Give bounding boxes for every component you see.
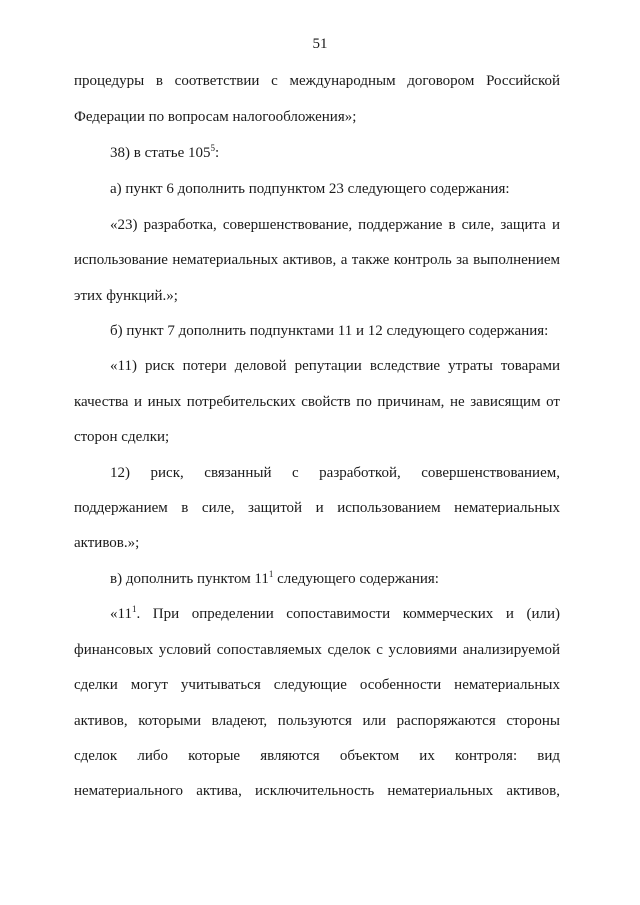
line-text: б) пункт 7 дополнить подпунктами 11 и 12 следующего содержания: bbox=[110, 323, 549, 339]
superscript: 5 bbox=[210, 143, 216, 153]
text-line bbox=[74, 393, 560, 411]
text-line bbox=[74, 782, 560, 800]
text-line bbox=[110, 216, 560, 234]
line-text: «23) разработка, совершенствование, поддержание в силе, защита и bbox=[110, 217, 560, 233]
line-text-after: . При определении сопоставимости коммерческих и (или) bbox=[136, 606, 560, 622]
text-line bbox=[110, 180, 560, 198]
line-text: качества и иных потребительских свойств по причинам, не зависящим от bbox=[74, 394, 560, 410]
line-text: активов.»; bbox=[74, 535, 140, 551]
line-text: в) дополнить пунктом 11 bbox=[110, 571, 269, 587]
line-text: использование нематериальных активов, а также контроль за выполнением bbox=[74, 252, 560, 268]
line-text: Федерации по вопросам налогообложения»; bbox=[74, 109, 357, 125]
line-text: нематериального актива, исключительность нематериальных активов, bbox=[74, 783, 560, 799]
line-text: поддержанием в силе, защитой и использованием нематериальных bbox=[74, 500, 560, 516]
line-text: «11 bbox=[110, 606, 132, 622]
line-text: «11) риск потери деловой репутации вследствие утраты товарами bbox=[110, 358, 560, 374]
text-line bbox=[110, 144, 560, 162]
line-text: 12) риск, связанный с разработкой, совершенствованием, bbox=[110, 465, 560, 481]
text-line bbox=[74, 287, 560, 305]
text-line bbox=[74, 108, 560, 126]
text-line bbox=[74, 499, 560, 517]
text-line bbox=[110, 322, 560, 340]
text-line bbox=[74, 428, 560, 446]
text-line bbox=[74, 712, 560, 730]
line-text: финансовых условий сопоставляемых сделок с условиями анализируемой bbox=[74, 642, 560, 658]
line-text: сторон сделки; bbox=[74, 429, 170, 445]
text-line bbox=[74, 251, 560, 269]
line-text-after: : bbox=[215, 145, 220, 161]
line-text: этих функций.»; bbox=[74, 288, 178, 304]
text-line bbox=[74, 747, 560, 765]
line-text-after: следующего содержания: bbox=[273, 571, 439, 587]
text-line bbox=[74, 676, 560, 694]
page-number: 51 bbox=[312, 36, 328, 52]
text-line bbox=[110, 605, 560, 623]
text-line bbox=[110, 357, 560, 375]
superscript: 1 bbox=[131, 604, 137, 614]
text-line bbox=[110, 464, 560, 482]
line-text: сделок либо которые являются объектом их контроля: вид bbox=[74, 748, 560, 764]
text-line bbox=[74, 72, 560, 90]
line-text: 38) в статье 105 bbox=[110, 145, 211, 161]
text-line bbox=[74, 534, 560, 552]
text-line bbox=[74, 641, 560, 659]
line-text: процедуры в соответствии с международным договором Российской bbox=[74, 73, 560, 89]
line-text: сделки могут учитываться следующие особенности нематериальных bbox=[74, 677, 560, 693]
line-text: активов, которыми владеют, пользуются или распоряжаются стороны bbox=[74, 713, 560, 729]
line-text: а) пункт 6 дополнить подпунктом 23 следующего содержания: bbox=[110, 181, 510, 197]
text-line bbox=[110, 570, 560, 588]
superscript: 1 bbox=[268, 569, 274, 579]
